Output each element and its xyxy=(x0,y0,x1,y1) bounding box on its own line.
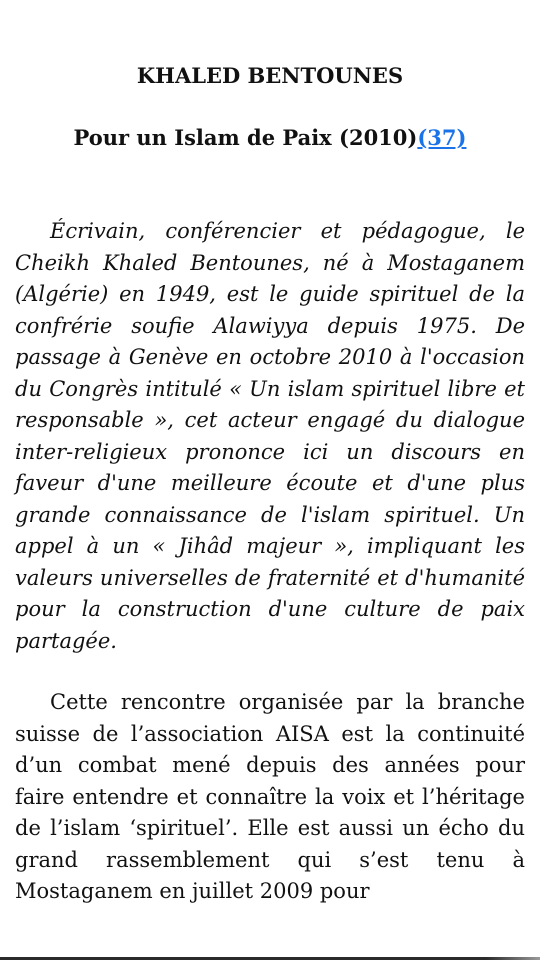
footnote-link[interactable]: (37) xyxy=(417,125,467,150)
reader-page xyxy=(15,0,525,960)
paragraph-intro: Écrivain, conférencier et pédagogue, le Cheikh Khaled Bentounes, né à Mostaganem (Algérie) en 1949, est le guide spirituel de la confrérie soufie Alawiyya depuis 1975. De passage à Genève en octobre 2010 à l'occasion du Congrès intitulé « Un islam spirituel libre et responsable », cet acteur engagé du dialogue inter-religieux prononce ici un discours en faveur d'une meilleure écoute et d'une plus grande connaissance de l'islam spirituel. Un appel à un « Jihâd majeur », impliquant les valeurs universelles de fraternité et d'humanité pour la construction d'une culture de paix partagée. xyxy=(15,219,525,653)
chapter-title-text: Pour un Islam de Paix (2010) xyxy=(73,125,418,150)
paragraph-body: Cette rencontre organisée par la branche suisse de l’association AISA est la continuité d’un combat mené depuis des années pour faire entendre et connaître la voix et l’héritage de l’islam ‘spirituel’. Elle est aussi un écho du grand rassemblement qui s’est tenu à Mostaganem en juillet 2009 pour xyxy=(15,690,525,903)
chapter-title xyxy=(15,123,525,153)
author-heading: KHALED BENTOUNES xyxy=(136,63,404,88)
